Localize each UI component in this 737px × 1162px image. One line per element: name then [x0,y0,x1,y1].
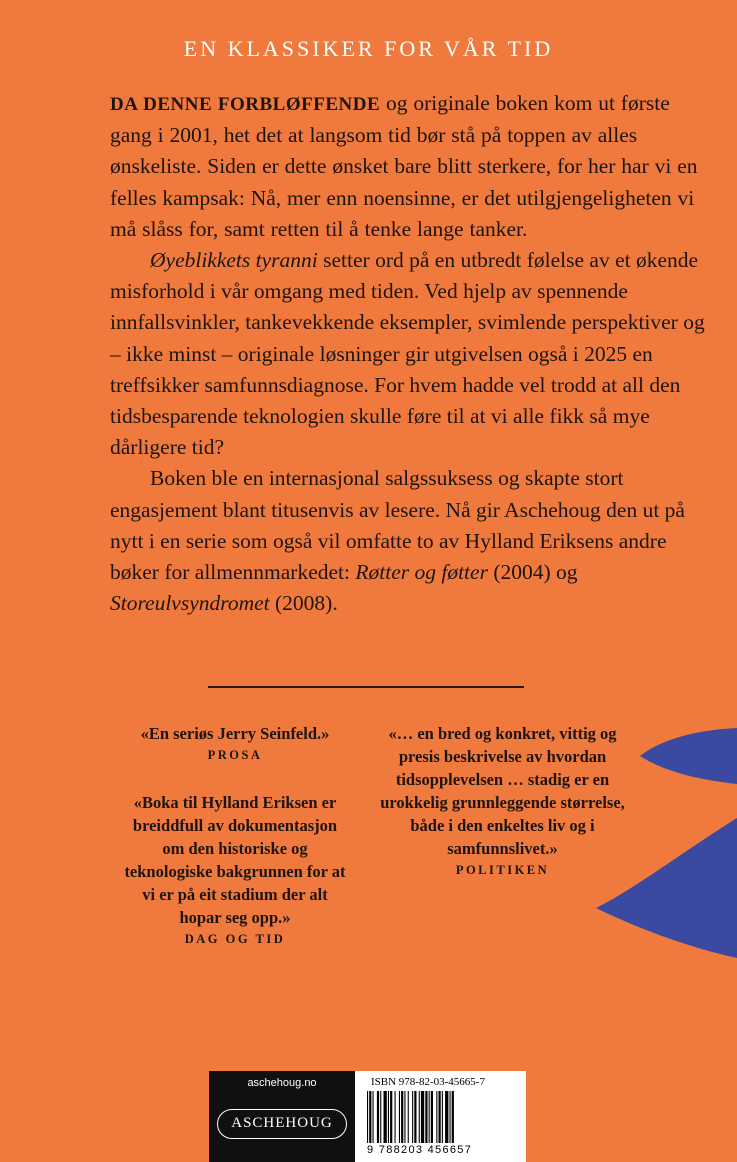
paragraph-2-text: setter ord på en utbredt følelse av et økende misforhold i vår omgang med tiden. Ved hjelp av spennende innfallsvinkler, tankevekkende eksempler, svimlende perspektiver og – ikke minst – originale løsninger gir utgivelsen også i 2025 en treffsikker samfunnsdiagnose. For hvem hadde vel trodd at all den tidsbesparende teknologien skulle føre til at vi alle fikk så mye dårligere tid? [110,248,705,460]
isbn-label: ISBN 978-82-03-45665-7 [371,1076,485,1088]
book-title-2: Røtter og føtter [355,560,488,585]
barcode-digits: 9 788203 456657 [367,1144,473,1156]
blue-shape-top [640,728,737,788]
publisher-logo: ASCHEHOUG [217,1109,347,1139]
quotes-left-column [110,722,360,947]
quote-source: PROSA [207,748,263,762]
quote-text: «En seriøs Jerry Seinfeld.» [140,724,330,743]
barcode-icon [367,1091,517,1143]
paragraph-3 [110,463,710,619]
back-cover-text [110,88,710,619]
quote-source: POLITIKEN [455,863,550,877]
quote-source: DAG OG TID [184,932,286,946]
book-title: Øyeblikkets tyranni [150,248,318,273]
book-title-3: Storeulvsyndromet [110,591,270,616]
heading: EN KLASSIKER FOR VÅR TID [183,36,554,61]
publisher-url: aschehoug.no [247,1077,317,1089]
paragraph-3-mid: (2004) og [487,560,578,585]
quote-text: «Boka til Hylland Eriksen er breiddfull av dokumentasjon om den historiske og teknologiske bakgrunnen for at vi er på eit stadium der alt hopar seg opp.» [124,793,346,927]
paragraph-1 [110,88,710,245]
paragraph-3-text: Boken ble en internasjonal salgssuksess og skapte stort engasjement blant titusenvis av lesere. Nå gir Aschehoug den ut på nytt i en serie som også vil omfatte to av Hylland Eriksens andre bøker for allmennmarkedet: [110,466,685,585]
blue-shape-bottom [596,818,737,958]
barcode-panel [209,1071,526,1162]
barcode-area [355,1071,526,1162]
divider [208,686,524,688]
paragraph-3-end: (2008). [269,591,338,616]
paragraph-1-text: og originale boken kom ut første gang i 2001, het det at langsom tid bør stå på toppen av alles ønskeliste. Siden er dette ønsket bare blitt sterkere, for her har vi en felles kampsak: Nå, mer enn noensinne, er det utilgjengeligheten vi må slåss for, samt retten til å tenke lange tanker. [110,91,698,241]
publisher-block [209,1071,355,1162]
paragraph-2 [110,245,710,463]
quote-text: «… en bred og konkret, vittig og presis beskrivelse av hvordan tidsopplevelsen … stadig er en urokkelig grunnleggende størrelse, både i den enkeltes liv og i samfunnslivet.» [380,724,625,858]
lead-in: DA DENNE FORBLØFFENDE [110,94,381,115]
